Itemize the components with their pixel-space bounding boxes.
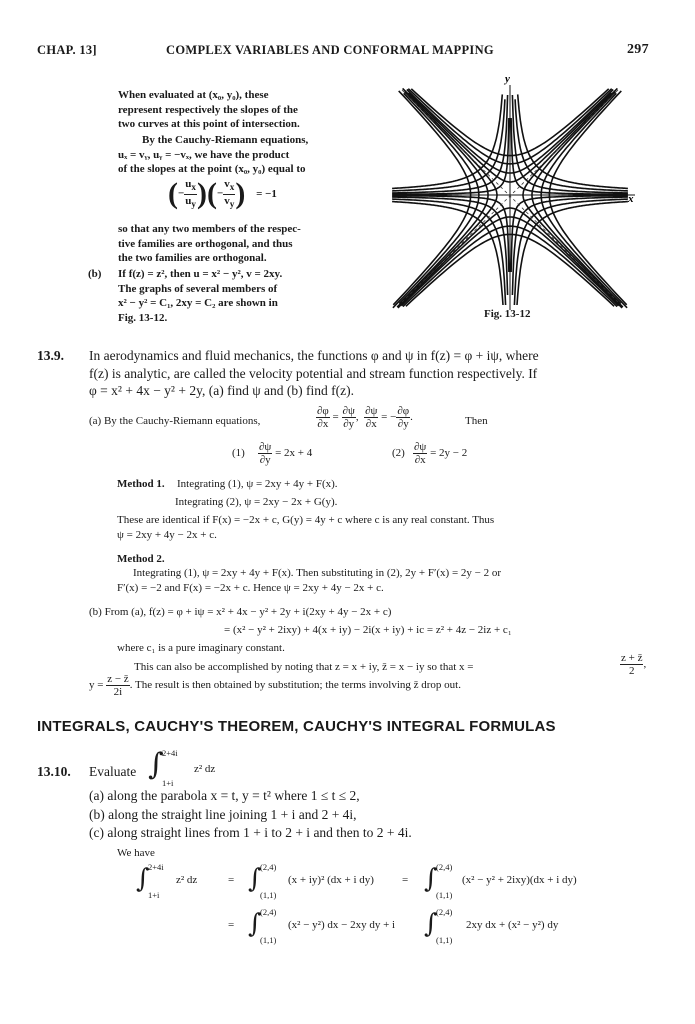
cr-equations: $\frac{\partial\varphi}{\partial x}$ = $\frac{\partial\psi}{\partial y}$ , $\frac{\partial\psi}{\partial x}$ = − $\frac{\partial\varphi}{\partial y}$ .	[317, 405, 413, 430]
figure-caption: Fig. 13-12	[484, 308, 531, 320]
problem-13-10-number: 13.10.	[37, 764, 71, 779]
part-b-line-3: where c₁ is a pure imaginary constant.	[117, 642, 285, 654]
integral-row-2: = ∫ (2,4) (1,1) (x² − y²) dx − 2xy dy + i ∫ (2,4) (1,1) 2xy dx + (x² − y²) dy	[228, 907, 559, 945]
then-word: Then	[465, 415, 488, 427]
identical-text: These are identical if F(x) = −2x + c, G(y) = 4y + c where c is any real constant. Thus ψ = 2xy + 4y − 2x + c.	[117, 514, 495, 541]
eq1-label: (1)	[232, 447, 245, 459]
eq2-label: (2)	[392, 447, 405, 459]
problem-integral: ∫ 2+4i 1+i z² dz	[148, 747, 216, 788]
integral-row-1: ∫ 2+4i 1+i z² dz = ∫ (2,4) (1,1) (x + iy)² (dx + i dy) = ∫ (2,4) (1,1) (x² − y² + 2ixy)(dx + i dy)	[136, 862, 577, 900]
part-b-line-5: y = $\frac{z - z̄}{2i}$ . The result is then obtained by substitution; the terms involving z̄ drop out.	[89, 673, 461, 698]
problem-13-9-statement: In aerodynamics and fluid mechanics, the functions φ and ψ in f(z) = φ + iψ, where f(z) is analytic, are called the velocity potential and stream function respectively. If φ = x² + 4x − y² + 2y, (a) find ψ and (b) find f(z).	[89, 348, 539, 398]
method-1-line-2: Integrating (2), ψ = 2xy − 2x + G(y).	[175, 496, 338, 508]
method-2-label: Method 2.	[117, 553, 165, 565]
part-b-line-4: This can also be accomplished by noting that z = x + iy, z̄ = x − iy so that x =	[134, 661, 474, 673]
evaluate-word: Evaluate	[89, 764, 137, 779]
method-1-line-1: Integrating (1), ψ = 2xy + 4y + F(x).	[177, 478, 338, 490]
part-b-line-1: (b) From (a), f(z) = φ + iψ = x² + 4x − y² + 2y + i(2xy + 4y − 2x + c)	[89, 606, 392, 618]
problem-13-10-parts: (a) along the parabola x = t, y = t² where 1 ≤ t ≤ 2, (b) along the straight line joining 1 + i and 2 + 4i, (c) along straight lines from 1 + i to 2 + i and then to 2 + 4i.	[89, 788, 412, 840]
running-title: COMPLEX VARIABLES AND CONFORMAL MAPPING	[166, 43, 494, 57]
method-2-text: Integrating (1), ψ = 2xy + 4y + F(x). Then substituting in (2), 2y + F′(x) = 2y − 2 or F′(x) = −2 and F(x) = −2x + c. Hence ψ = 2xy + 4y − 2x + c.	[117, 567, 502, 594]
orthogonal-paragraph: so that any two members of the respec- tive families are orthogonal, and thus the two families are orthogonal.	[118, 223, 301, 265]
chapter-label: CHAP. 13]	[37, 43, 97, 57]
page-number: 297	[627, 42, 649, 57]
eq1: $\frac{\partial\psi}{\partial y}$ = 2x + 4	[259, 441, 313, 466]
eq2: $\frac{\partial\psi}{\partial x}$ = 2y − 2	[414, 441, 468, 466]
part-a-intro: (a) By the Cauchy-Riemann equations,	[89, 415, 261, 427]
method-1-label: Method 1.	[117, 478, 165, 490]
part-b-text: If f(z) = z², then u = x² − y², v = 2xy. The graphs of several members of x² − y² = C₁, 2xy = C₂ are shown in Fig. 13-12.	[118, 268, 283, 324]
slope-product-equation: (− $\frac{u_x}{u_y}$ )(− $\frac{v_x}{v_y}$ ) = −1	[168, 177, 277, 210]
part-b-label: (b)	[88, 268, 102, 280]
part-b-line-2: = (x² − y² + 2ixy) + 4(x + iy) − 2i(x + iy) + ic = z² + 4z − 2iz + c₁	[224, 624, 512, 636]
x-fraction: $\frac{z + z̄}{2}$ ,	[621, 652, 647, 677]
section-title: INTEGRALS, CAUCHY'S THEOREM, CAUCHY'S INTEGRAL FORMULAS	[37, 718, 556, 735]
y-axis-label: y	[505, 73, 510, 85]
we-have: We have	[117, 847, 155, 859]
x-axis-label: x	[628, 193, 634, 205]
intro-paragraph: When evaluated at (x₀, y₀), these represent respectively the slopes of the two curves at this point of intersection.	[118, 89, 300, 131]
problem-13-9-number: 13.9.	[37, 348, 64, 363]
hyperbola-figure	[390, 70, 650, 315]
cauchy-riemann-paragraph: By the Cauchy-Riemann equations, uₓ = vᵧ, uᵧ = −vₓ, we have the product of the slopes at the point (x₀, y₀) equal to	[118, 134, 309, 176]
